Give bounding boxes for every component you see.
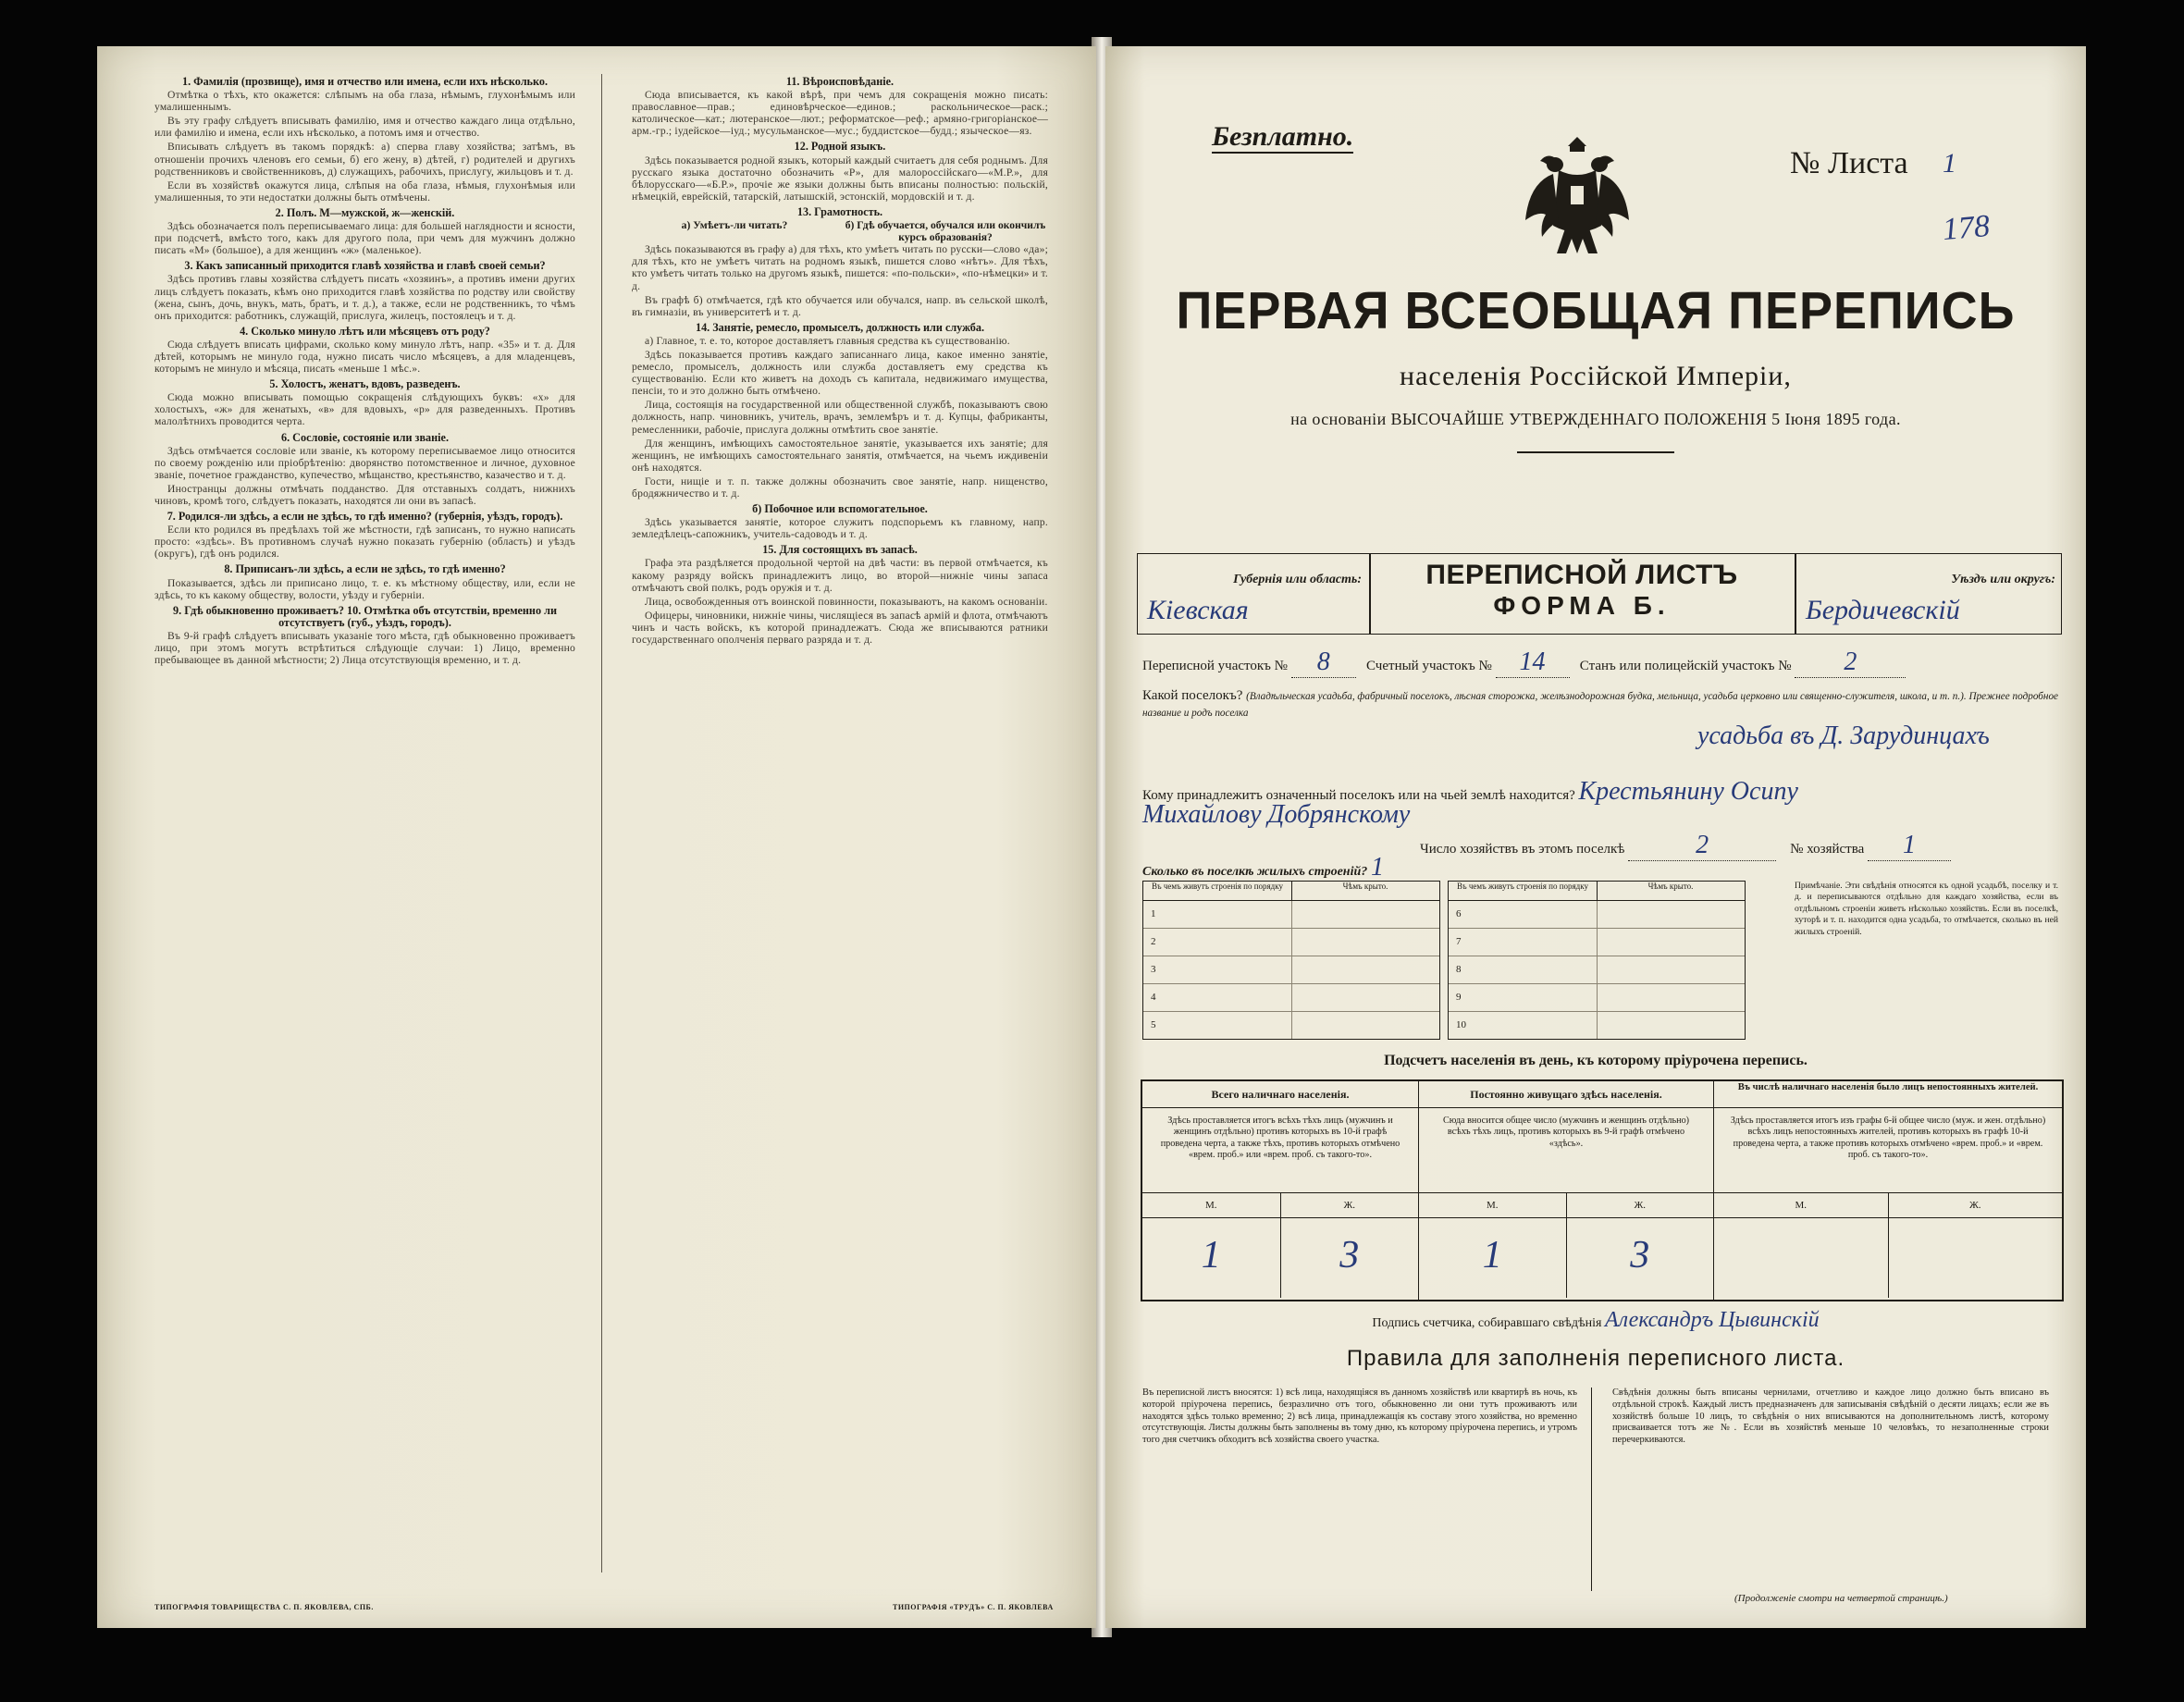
permanent-population-desc: Сюда вносится общее число (мужчинъ и женщинъ отдѣльно) всѣхъ тѣхъ лицъ, противъ которыхъ въ 9-й графѣ отмѣчено «здѣсь». <box>1419 1108 1713 1193</box>
census-district-value: 8 <box>1291 648 1356 678</box>
dwellings-note: Примѣчаніе. Эти свѣдѣнія относятся къ одной усадьбѣ, поселку и т. д. и переписываются отдѣльно для каждаго хозяйства, если въ отдѣльномъ строеніи живетъ нѣсколько хозяйствъ. Если въ поселкѣ, хуторѣ и т. п. находится одна усадьба, то отмѣчается, сколько въ ней жилыхъ строеній. <box>1795 881 2058 937</box>
section-paragraph: Графа эта раздѣляется продольной чертой на двѣ части: въ первой отмѣчается, къ какому разряду войскъ принадлежитъ лицо, во второй—нижніе чины запаса отмѣчаютъ свой полкъ, родъ оружія и т. д. <box>632 557 1048 594</box>
dwellings-grid <box>1142 881 2058 1040</box>
section-heading: 13. Грамотность. <box>796 204 883 218</box>
police-district-label: Станъ или полицейскій участокъ № <box>1579 659 1792 673</box>
present-population-header: Всего наличнаго населенія. <box>1142 1081 1418 1108</box>
dwelling-no-header: Въ чемъ живутъ строенія по порядку <box>1449 882 1598 900</box>
form-title: ПЕРВАЯ ВСЕОБЩАЯ ПЕРЕПИСЬ <box>1176 281 2016 340</box>
households-value: 2 <box>1628 831 1776 861</box>
temporary-population-desc: Здѣсь проставляется итогъ изъ графы 6-й общее число (муж. и жен. отдѣльно) всѣхъ лицъ непостоянныхъ жителей, противъ которыхъ въ графѣ 10-й проведена черта, а также противъ которыхъ отмѣчено «врем. проб.» и «врем. проб. съ такого-то». <box>1714 1108 2062 1193</box>
temporary-male-count <box>1714 1218 1889 1298</box>
left-page <box>97 46 1096 1628</box>
section-paragraph: Офицеры, чиновники, нижніе чины, числящіеся въ запасѣ армій и флота, отмѣчаютъ чинъ и часть войскъ, къ которой принадлежатъ. Сюда же вписываются ратники государственнаго ополченія перваго разряда и т. д. <box>632 609 1048 647</box>
form-type-box <box>1371 554 1793 634</box>
present-male-count: 1 <box>1142 1218 1281 1298</box>
section-paragraph: Если кто родился въ предѣлахъ той же мѣстности, гдѣ записанъ, то нужно написать просто: «здѣсь». Въ противномъ случаѣ нужно показать губернію (область) и уѣздъ (округъ), гдѣ онъ родился. <box>154 524 575 561</box>
rules-text-left: Въ переписной листъ вносятся: 1) всѣ лица, находящіяся въ данномъ хозяйствѣ или квартирѣ въ ночь, къ которой пріурочена перепись, безразлично отъ того, обыкновенно ли они тутъ проживаютъ или находятся здѣсь только временно; 2) всѣ лица, принадлежащія къ составу этого хозяйства, но временно отсутствующія. Листы должны быть заполнены въ тому дню, къ которому пріурочена перепись, и утромъ того дня счетчикъ обходитъ всѣ хозяйства своего участка. <box>1142 1388 1577 1446</box>
permanent-male-count: 1 <box>1419 1218 1567 1298</box>
section-paragraph: Сюда слѣдуетъ вписать цифрами, сколько кому минуло лѣтъ, напр. «35» и т. д. Для дѣтей, которымъ не минуло года, нужно писать число мѣсяцевъ, а для младенцевъ, которымъ не минуло и мѣсяца, писать «меньше 1 мѣс.». <box>154 338 575 376</box>
rules-divider <box>1591 1388 1592 1591</box>
gubernia-box <box>1138 554 1371 634</box>
section-paragraph: Здѣсь показываются въ графу а) для тѣхъ, кто умѣетъ читать по русски—слово «да»; для тѣхъ, кто не умѣетъ читать на родномъ языкѣ, пишется слово «нѣтъ». Для тѣхъ, кто умѣетъ читать только на другомъ языкѣ, пишется: «по-польски», «по-нѣмецки» и т. д. <box>632 243 1048 292</box>
section-heading: 11. Вѣроисповѣданіе. <box>785 75 895 88</box>
section-heading: 1. Фамилія (прозвище), имя и отчество или имена, если ихъ нѣсколько. <box>181 75 549 88</box>
free-of-charge-label: Безплатно. <box>1212 121 1354 152</box>
settlement-value-line <box>1697 722 2067 751</box>
district-numbers-line <box>1142 648 2058 678</box>
settlement-value: усадьба въ Д. Зарудинцахъ <box>1697 722 1990 750</box>
archive-folio-number: 178 <box>1941 208 1992 248</box>
header-box-row <box>1137 553 2062 635</box>
table-row: 7 <box>1449 929 1745 956</box>
dwellings-value: 1 <box>1371 853 1384 882</box>
section-heading: 8. Приписанъ-ли здѣсь, а если не здѣсь, то гдѣ именно? <box>224 562 506 576</box>
census-sheet-label: ПЕРЕПИСНОЙ ЛИСТЪ <box>1425 560 1738 590</box>
section-paragraph: Если въ хозяйствѣ окажутся лица, слѣпыя на оба глаза, нѣмыя, глухонѣмыя или умалишенныя, то эти недостатки должны быть отмѣчены. <box>154 179 575 204</box>
male-label: М. <box>1142 1193 1281 1217</box>
owner-label: Кому принадлежитъ означенный поселокъ или на чьей землѣ находится? <box>1142 788 1575 803</box>
column-divider <box>601 74 602 1572</box>
section-heading: 15. Для состоящихъ въ запасѣ. <box>762 543 918 557</box>
section-heading: 9. Гдѣ обыкновенно проживаетъ? 10. Отмѣтка объ отсутствіи, временно ли отсутствуетъ (губ., уѣздъ, городъ). <box>173 603 557 629</box>
temporary-female-count <box>1889 1218 2063 1298</box>
section-paragraph: Въ 9-й графѣ слѣдуетъ вписывать указаніе того мѣста, гдѣ обыкновенно проживаетъ лицо, при этомъ могутъ встрѣтиться слѣдующіе случаи: 1) Лицо, временно пребывающее въ данной мѣстности; 2) Лица отсутствующія временно, и т. д. <box>154 629 575 667</box>
table-row: 5 <box>1143 1012 1439 1039</box>
section-paragraph: Сюда можно вписывать помощью сокращенія слѣдующихъ буквъ: «х» для холостыхъ, «ж» для женатыхъ, «в» для вдовыхъ, «р» для разведенныхъ. Противъ малолѣтнихъ проводится черта. <box>154 391 575 428</box>
uezd-box <box>1795 554 2063 634</box>
gubernia-label: Губернія или область: <box>1233 573 1362 586</box>
owner-line-2 <box>1142 800 2058 830</box>
owner-value-1: Крестьянину Осипу <box>1578 777 1798 806</box>
dwellings-table-left <box>1142 881 1440 1040</box>
female-label: Ж. <box>1634 1200 1647 1211</box>
counting-district-label: Счетный участокъ № <box>1366 659 1492 673</box>
population-count-table <box>1141 1079 2064 1301</box>
table-row: 8 <box>1449 956 1745 984</box>
roof-header: Чѣмъ крыто. <box>1342 882 1388 891</box>
section-paragraph: Показывается, здѣсь ли приписано лицо, т. е. къ мѣстному обществу, или, если не здѣсь, то къ какому обществу, волости, уѣзду и губерніи. <box>154 576 575 601</box>
dwellings-table-right <box>1448 881 1746 1040</box>
section-paragraph: Вписывать слѣдуетъ въ такомъ порядкѣ: а) сперва главу хозяйства; затѣмъ, въ отношеніи прочихъ членовъ его семьи, б) его жену, в) дѣтей, г) родителей и другихъ родственниковъ и свойственниковъ, д) служащихъ, рабочихъ, прислугу, жильцовъ и т. д. <box>154 141 575 178</box>
household-number-value: 1 <box>1868 831 1951 861</box>
section-paragraph: Гости, нищіе и т. п. также должны обозначить свое занятіе, напр. нищенство, бродяжничество и т. д. <box>632 475 1048 500</box>
table-row: 2 <box>1143 929 1439 956</box>
form-subtitle: населенія Россійской Имперіи, <box>1400 361 1792 391</box>
table-row: 6 <box>1449 901 1745 929</box>
sheet-number-label: № Листа <box>1790 146 1908 180</box>
section-paragraph: Здѣсь показывается родной языкъ, который каждый считаетъ для себя роднымъ. Для русскаго языка достаточно обозначить «Р», для малороссійскаго—«М.Р.», для бѣлорусскаго—«Б.Р.», прочіе же языки должны быть вписаны полностью: польскій, нѣмецкій, еврейскій, татарскій, латышскій, эстонскій, мордовскій и т. д. <box>632 154 1048 203</box>
enumerator-signature-line <box>1105 1308 2086 1333</box>
sheet-number-value: 1 <box>1943 148 1956 179</box>
dwellings-line <box>1142 853 2058 882</box>
section-subheadings <box>632 219 1048 243</box>
table-row: 9 <box>1449 984 1745 1012</box>
gubernia-value: Кіевская <box>1147 595 1249 625</box>
section-paragraph: Въ эту графу слѣдуетъ вписывать фамилію, имя и отчество каждаго лица отдѣльно, или фамилію и имена, если ихъ нѣсколько, а потомъ имя и отчество. <box>154 115 575 140</box>
subheading: а) Умѣетъ-ли читать? <box>681 219 788 232</box>
section-paragraph: Сюда вписывается, къ какой вѣрѣ, при чемъ для сокращенія можно писать: православное—прав.; единовѣрческое—единов.; раскольническое—раск.; католическое—кат.; лютеранское—лют.; реформатское—реф.; армяно-григоріанское—арм.-гр.; іудейское—іуд.; мусульманское—мус.; буддистское—будд.; языческое—яз. <box>632 89 1048 138</box>
title-rule <box>1517 451 1674 453</box>
census-district-label: Переписной участокъ № <box>1142 659 1288 673</box>
female-label: Ж. <box>1343 1200 1356 1211</box>
section-paragraph: Иностранцы должны отмѣчать подданство. Для отставныхъ солдатъ, нижнихъ чиновъ, кромѣ того, слѣдуетъ показать, находятся ли они въ запасѣ. <box>154 482 575 507</box>
form-b-label: ФОРМА Б. <box>1493 591 1671 620</box>
rules-title: Правила для заполненія переписного листа. <box>1346 1346 1845 1371</box>
section-paragraph: Здѣсь отмѣчается сословіе или званіе, къ которому переписываемое лицо относится по своему рожденію или пріобрѣтенію: дворянство потомственное и личное, духовное званіе, почетное гражданство, купечество, мѣщанство, крестьянство, казачество и т. д. <box>154 444 575 481</box>
present-population-desc: Здѣсь проставляется итогъ всѣхъ тѣхъ лицъ (мужчинъ и женщинъ отдѣльно) противъ которыхъ въ 10-й графѣ проведена черта, а также тѣхъ, противъ которыхъ отмѣчено «врем. проб.» или «врем. проб. съ такого-то». <box>1142 1108 1418 1193</box>
section-paragraph: Здѣсь указывается занятіе, которое служитъ подспорьемъ къ главному, напр. земледѣлецъ-сапожникъ, учитель-садоводъ и т. д. <box>632 516 1048 541</box>
households-label: Число хозяйствъ въ этомъ поселкѣ <box>1420 842 1625 857</box>
double-headed-eagle-icon <box>1522 130 1633 268</box>
household-number-label: № хозяйства <box>1790 842 1865 857</box>
population-count-title: Подсчетъ населенія въ день, къ которому пріурочена перепись. <box>1384 1053 1808 1068</box>
section-paragraph: Въ графѣ б) отмѣчается, гдѣ кто обучается или обучался, напр. въ сельской школѣ, въ гимназіи, въ университетѣ и т. д. <box>632 293 1048 318</box>
section-heading: 6. Сословіе, состояніе или званіе. <box>280 430 449 444</box>
section-heading: 3. Какъ записанный приходится главѣ хозяйства и главѣ своей семьи? <box>184 259 546 273</box>
instructions-column-right <box>632 72 1048 648</box>
male-label: М. <box>1714 1193 1889 1217</box>
continued-note: (Продолженіе смотри на четвертой страницѣ.) <box>1734 1593 1948 1604</box>
table-row: 10 <box>1449 1012 1745 1039</box>
section-paragraph: Лица, состоящія на государственной или общественной службѣ, показываютъ свою должность, напр. чиновникъ, учитель, врачъ, землемѣръ и т. д. Купцы, фабриканты, ремесленники, рабочіе, прислуга должны отмѣтить свое занятіе. <box>632 399 1048 436</box>
counting-district-value: 14 <box>1496 648 1570 678</box>
table-row: 1 <box>1143 901 1439 929</box>
section-paragraph: Здѣсь противъ главы хозяйства слѣдуетъ писать «хозяинъ», а противъ имени других лицъ слѣдуетъ показать, кѣмъ оно приходится главѣ хозяйства по родству или свойству (жена, сынъ, дочь, внукъ, мать, братъ, и т. д.), а также, если не родственникъ, то чѣмъ онъ приходится: работникъ, служащій, прислуга, жилецъ, постоялецъ и т. д. <box>154 273 575 322</box>
dwellings-label: Сколько въ поселкѣ жилыхъ строеній? <box>1142 865 1368 879</box>
male-label: М. <box>1419 1193 1567 1217</box>
uezd-value: Бердичевскій <box>1806 595 1960 625</box>
table-row: 3 <box>1143 956 1439 984</box>
section-heading: 12. Родной языкъ. <box>794 140 886 154</box>
owner-value-2: Михайлову Добрянскому <box>1142 800 1411 829</box>
section-heading: 4. Сколько минуло лѣтъ или мѣсяцевъ отъ роду? <box>240 324 490 338</box>
instructions-column-left <box>154 72 575 668</box>
section-heading: 2. Полъ. М—мужской, ж—женскій. <box>275 205 455 219</box>
rules-text-right: Свѣдѣнія должны быть вписаны чернилами, отчетливо и каждое лицо должно быть вписано въ отдѣльной строкѣ. Каждый листъ предназначенъ для записыванія свѣдѣній о десяти лицахъ; если же въ хозяйствѣ больше 10 лицъ, то свѣдѣнія о них вписываются на дополнительномъ листѣ, которому присваивается тотъ же №. Если въ хозяйствѣ меньше 10 человѣкъ, то незаполненные строки перечеркиваются. <box>1612 1388 2049 1446</box>
section-heading: 5. Холостъ, женатъ, вдовъ, разведенъ. <box>269 377 461 391</box>
section-paragraph: а) Главное, т. е. то, которое доставляетъ главныя средства къ существованію. <box>645 334 1010 347</box>
settlement-type-line <box>1142 688 2058 722</box>
settlement-hint: (Владѣльческая усадьба, фабричный поселокъ, лѣсная сторожка, желѣзнодорожная будка, мельница, усадьба церковно или священно-служителя, школа, и т. п.). Прежнее подробное название и родъ поселка <box>1142 691 2059 719</box>
permanent-female-count: 3 <box>1630 1234 1650 1276</box>
right-page <box>1105 46 2086 1628</box>
section-paragraph: Отмѣтка о тѣхъ, кто окажется: слѣпымъ на оба глаза, нѣмымъ, глухонѣмымъ или умалишеннымъ. <box>154 89 575 114</box>
roof-header: Чѣмъ крыто. <box>1647 882 1694 891</box>
female-label: Ж. <box>1968 1200 1981 1211</box>
printer-imprint-right: ТИПОГРАФІЯ «ТРУДЪ» С. П. ЯКОВЛЕВА <box>893 1603 1054 1611</box>
section-heading: б) Побочное или вспомогательное. <box>752 502 928 516</box>
present-population-column <box>1142 1081 1419 1300</box>
permanent-population-column <box>1419 1081 1714 1300</box>
subheading: б) Гдѣ обучается, обучался или окончилъ курсъ образованія? <box>845 219 1046 244</box>
section-paragraph: Лица, освобожденныя отъ воинской повинности, показываютъ, на какомъ основаніи. <box>645 595 1048 608</box>
police-district-value: 2 <box>1795 648 1906 678</box>
signature-label: Подпись счетчика, собиравшаго свѣдѣнія <box>1372 1316 1602 1330</box>
temporary-population-header: Въ числѣ наличнаго населенія было лицъ непостоянныхъ жителей. <box>1714 1081 2062 1108</box>
section-paragraph: Здѣсь обозначается полъ переписываемаго лица: для большей наглядности и ясности, при подсчетѣ, вмѣсто того, какъ для другого пола, при чемъ для мужчинъ должно писать «М» (большое), а для женщинъ «ж» (маленькое). <box>154 220 575 257</box>
table-row: 4 <box>1143 984 1439 1012</box>
printer-imprint-left: ТИПОГРАФІЯ ТОВАРИЩЕСТВА С. П. ЯКОВЛЕВА, СПБ. <box>154 1603 374 1611</box>
section-paragraph: Здѣсь показывается противъ каждаго записаннаго лица, какое именно занятіе, ремесло, промыселъ, должность или служба доставляетъ ему средства къ существованію. Если кто живетъ на доходъ съ капитала, недвижимаго имущества, пенсіи, то и это должно быть отмѣчено. <box>632 348 1048 398</box>
legal-basis-line: на основаніи ВЫСОЧАЙШЕ УТВЕРЖДЕННАГО ПОЛОЖЕНІЯ 5 Іюня 1895 года. <box>1290 410 1901 428</box>
temporary-population-column <box>1714 1081 2062 1300</box>
settlement-label: Какой поселокъ? <box>1142 688 1243 703</box>
section-paragraph: Для женщинъ, имѣющихъ самостоятельное занятіе, указывается ихъ занятіе; для женщинъ, не имѣющихъ самостоятельнаго занятія, отмѣчается, на чьемъ иждивеніи онѣ находятся. <box>632 437 1048 474</box>
section-heading: 14. Занятіе, ремесло, промыселъ, должность или служба. <box>695 320 985 334</box>
present-female-count: 3 <box>1339 1234 1360 1276</box>
signature-value: Александръ Цывинскій <box>1604 1308 1820 1332</box>
permanent-population-header: Постоянно живущаго здѣсь населенія. <box>1419 1081 1713 1108</box>
uezd-label: Уѣздъ или округъ: <box>1951 573 2055 586</box>
dwelling-no-header: Въ чемъ живутъ строенія по порядку <box>1143 882 1292 900</box>
section-heading: 7. Родился-ли здѣсь, а если не здѣсь, то гдѣ именно? (губернія, уѣздъ, городъ). <box>167 510 563 524</box>
